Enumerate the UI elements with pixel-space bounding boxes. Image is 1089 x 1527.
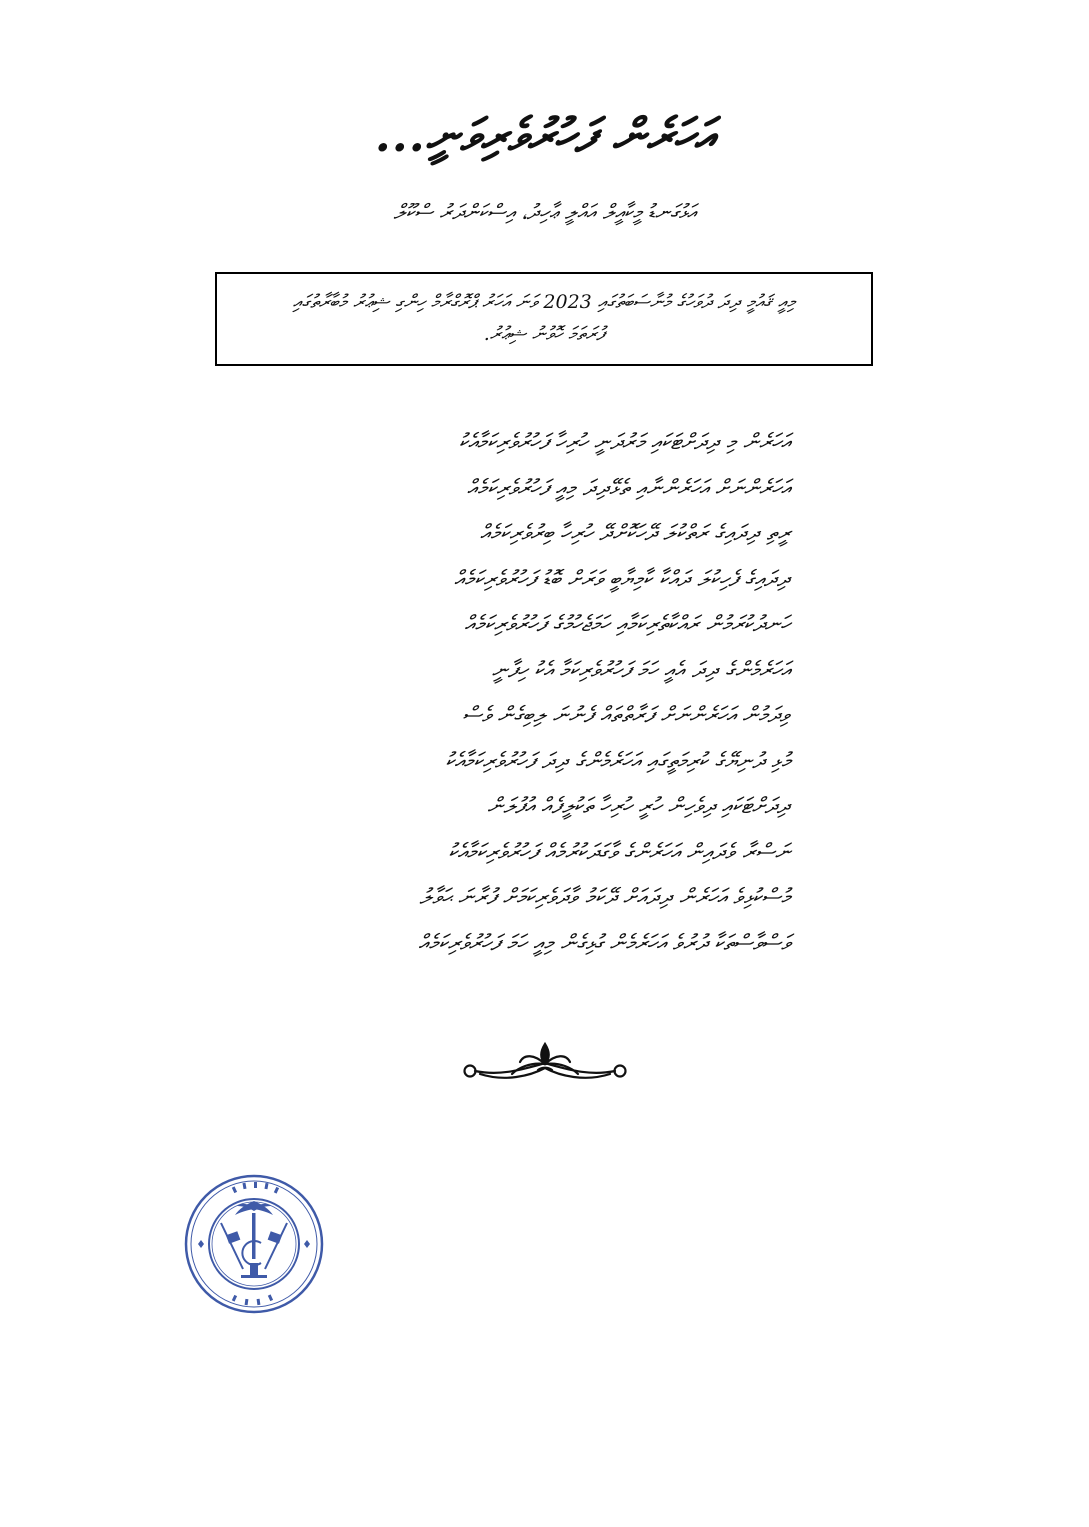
info-box [215,272,873,366]
verse-line: ދިދައިގެ ފެހިކުލަ ދައްކާ ކާމިޔާބީ ވަރަށް ބޮޑު ފަހުރުވެރިކަމެއް [454,566,790,592]
poem-verses [270,425,790,971]
verse-line: ހަނދުކުރަމުން ރައްކާތެރިކަމާއި ހަމަޖެހުމުގެ ފަހުރުވެރިކަމެއް [464,612,790,637]
verse-line: ވިދަމުން އަހަރެންނަށް ފަރާތްތައް ފެނުނަ ލިބިގެން ވެސް [462,703,790,728]
verse-line: ދިދަށްޓަކައި ދިވެހިން ހުރީ ހުރިހާ ތަކުލީފެއް އުފުލަން [487,794,790,819]
verse-line: ނަސްރާ ވެދައިން އަހަރެންގެ ވާގަދަކުރުމެއް ފަހުރުވެރިކަމާއެކު [448,839,790,865]
verse-line: މުސްކުޅިވެ އަހަރެން ދިދައަށް ދޭކަމު ވާދަވެރިކަމަށް ފުރާނަ ޙަވާލު [419,885,790,910]
verse-line: އަހަރެމެންގެ ދިދަ އެއީ ހަމަ ފަހުރުވެރިކަމާ އެކު ހިފާނީ [491,657,790,683]
info-line-2: ފުރަތަމަ ހޮވުނު ޝިޢުރު. [483,323,605,345]
flourish-ornament-icon [460,1040,630,1086]
author-line: އަޅުގަނޑު މީކާއީލް އައްލީ ޢާހިދު، އިސްކަންދަރު ސްކޫލް [393,200,696,224]
verse-line: ވަސްވާސްތަކާ ދުރުވެ އަހަރެމެން ގުޅިގެން މިއީ ހަމަ ފަހުރުވެރިކަމެއް [418,930,790,956]
school-seal-icon [183,1173,325,1315]
verse-line: މުޅި ދުނިޔޭގެ ކުރިމަތީގައި އަހަރެމެންގެ ދިދަ ފަހުރުވެރިކަމާއެކު [445,748,790,774]
document-title: އަހަރެން ފަހުރުވެރިވަނީ... [374,108,715,162]
verse-line: އަހަރެން މި ދިދަށްޓަކައި މަރުދަނީ ހުރިހާ ފަހުރުވެރިކަމާއެކު [458,430,790,455]
info-line-1: މިއީ ޤައުމީ ދިދަ ދުވަހުގެ މުނާސަބަތުގައި 2023 ވަނަ އަހަރު ޕްރޮގްރާމް ހިންގި ޝިޢުރު މުބާރާތުގައި [292,291,796,313]
verse-line: އަހަރެންނަށް އަހަރެންނާއި ތެޅޭދިދަ މިއީ ފަހުރުވެރިކަމެއް [467,475,790,501]
verse-line: ރީތި ދިދައިގެ ރަތްކުލަ ދޭހަކޮށްދޭ ހުރިހާ ބިރުވެރިކަމެއް [479,521,790,546]
